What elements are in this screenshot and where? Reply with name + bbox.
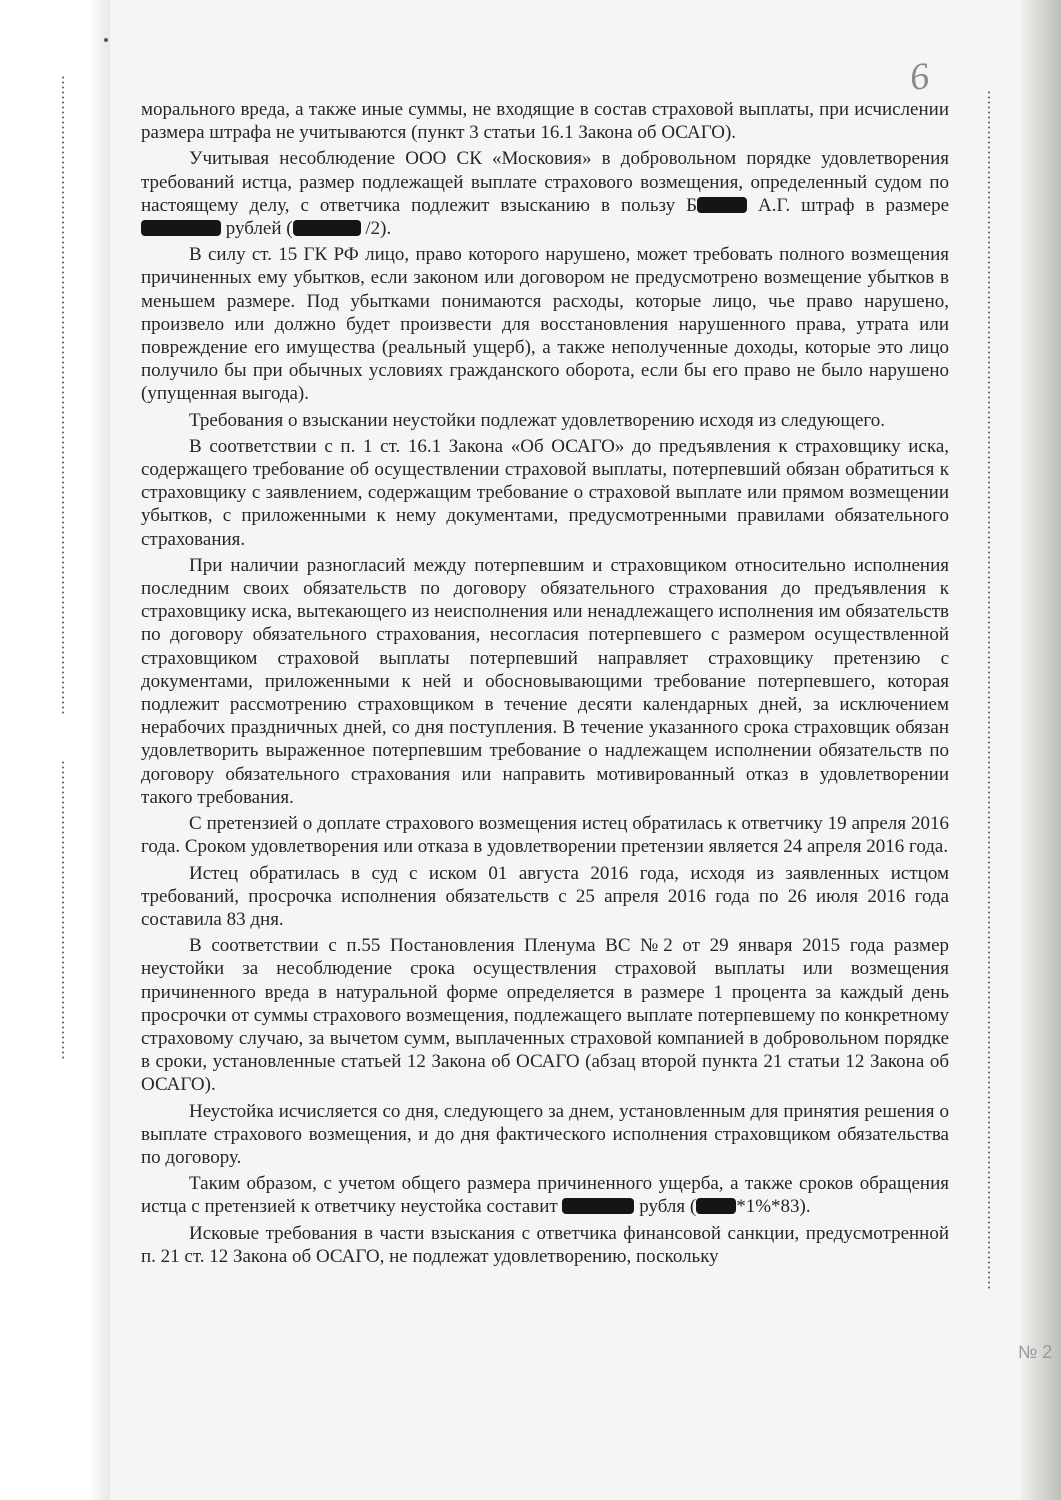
document-body xyxy=(141,98,949,1271)
paragraph-3: В силу ст. 15 ГК РФ лицо, право которого нарушено, может требовать полного возмещения причиненных ему убытков, если законом или договором не предусмотрено возмещение убытков в меньшем размере. Под убытками понимаются расходы, которые лицо, чье право нарушено, произвело или должно будет произвести для восстановления нарушенного права, утрата или повреждение его имущества (реальный ущерб), а также неполученные доходы, которые это лицо получило бы при обычных условиях гражданского оборота, если бы его право не было нарушено (упущенная выгода). xyxy=(141,244,949,405)
fine-text: А.Г. штраф в размере xyxy=(747,194,950,216)
paragraph-6: При наличии разногласий между потерпевшим и страховщиком относительно исполнения последним своих обязательств по договору обязательного страхования до предъявления к страховщику иска, вытекающего из неисполнения или ненадлежащего исполнения им обязательств по договору обязательного страхования, несогласия потерпевшего с размером осуществленной страховщиком страховой выплаты потерпевший направляет страховщику претензию с документами, приложенными к ней и обосновывающими требование потерпевшего, которая подлежит рассмотрению страховщиком в течение десяти календарных дней, за исключением нерабочих праздничных дней, со дня поступления. В течение указанного срока страховщик обязан удовлетворить выраженное потерпевшим требование о надлежащем исполнении обязательств по договору обязательного страхования или направить мотивированный отказ в удовлетворении такого требования. xyxy=(141,554,949,808)
paragraph-4: Требования о взыскании неустойки подлежат удовлетворению исходя из следующего. xyxy=(189,409,885,431)
redaction-base-amount xyxy=(293,220,361,236)
paragraph-2 xyxy=(141,147,949,240)
scan-dots-right xyxy=(988,90,990,1290)
redaction-surname xyxy=(697,197,747,213)
paragraph-9: В соответствии с п.55 Постановления Пленума ВС №2 от 29 января 2015 года размер неустойки за несоблюдение срока осуществления страховой выплаты или возмещения причиненного вреда в натуральной форме определяется в размере 1 процента за каждый день просрочки от суммы страхового возмещения, подлежащего выплате потерпевшему по конкретному страховому случаю, за вычетом сумм, выплаченных страховой компанией в добровольном порядке в сроки, установленные статьей 12 Закона об ОСАГО (абзац второй пункта 21 статьи 12 Закона об ОСАГО). xyxy=(141,935,949,1096)
redaction-fine-amount xyxy=(141,220,221,236)
paragraph-11 xyxy=(141,1172,949,1218)
scan-left-margin xyxy=(0,0,110,1500)
divide-text: /2). xyxy=(360,218,392,240)
paragraph-10: Неустойка исчисляется со дня, следующего за днем, установленным для принятия решения о выплате страхового возмещения, и до дня фактического исполнения страховщиком обязательства по договору. xyxy=(141,1100,949,1168)
paragraph-1: морального вреда, а также иные суммы, не входящие в состав страховой выплаты, при исчислении размера штрафа не учитываются (пункт 3 статьи 16.1 Закона об ОСАГО). xyxy=(141,99,949,144)
margin-stamp-fragment: № 2 xyxy=(1018,1342,1053,1362)
rubles-text: рублей ( xyxy=(221,218,293,240)
scan-dots-left xyxy=(62,75,64,715)
paragraph-8: Истец обратилась в суд с иском 01 августа 2016 года, исходя из заявленных истцом требований, просрочка исполнения обязательств с 25 апреля 2016 года по 26 июля 2016 года составила 83 дня. xyxy=(141,862,949,930)
penalty-formula-text: *1%*83). xyxy=(736,1196,811,1218)
paragraph-2-text: Учитывая несоблюдение ООО СК «Московия» в добровольном порядке удовлетворения требований истца, размер подлежащей выплате страхового возмещения, определенный судом по настоящему делу, с ответчика подлежит взысканию в пользу xyxy=(141,148,949,216)
paragraph-7: С претензией о доплате страхового возмещения истец обратилась к ответчику 19 апреля 2016 года. Сроком удовлетворения или отказа в удовлетворении претензии является 24 апреля 2016 года. xyxy=(141,813,949,858)
surname-initial: Б xyxy=(686,194,698,216)
paragraph-5: В соответствии с п. 1 ст. 16.1 Закона «Об ОСАГО» до предъявления к страховщику иска, содержащего требование об осуществлении страховой выплаты, потерпевший обязан обратиться к страховщику с заявлением, содержащим требование о страховой выплате или прямом возмещении убытков, с приложенными к нему документами, предусмотренными правилами обязательного страхования. xyxy=(141,435,949,550)
paragraph-12: Исковые требования в части взыскания с ответчика финансовой санкции, предусмотренной п. 21 ст. 12 Закона об ОСАГО, не подлежат удовлетворению, поскольку xyxy=(141,1222,949,1267)
scan-speck xyxy=(104,38,108,42)
scan-dots-left-lower xyxy=(62,760,64,1060)
handwritten-page-number: 6 xyxy=(907,54,932,100)
scan-right-shadow xyxy=(1021,0,1061,1500)
penalty-text: Таким образом, с учетом общего размера причиненного ущерба, а также сроков обращения истца с претензией к ответчику неустойка составит xyxy=(141,1173,949,1218)
penalty-rubles-text: рубля ( xyxy=(634,1196,697,1218)
redaction-penalty-base xyxy=(696,1198,736,1214)
redaction-penalty-amount xyxy=(562,1198,634,1214)
